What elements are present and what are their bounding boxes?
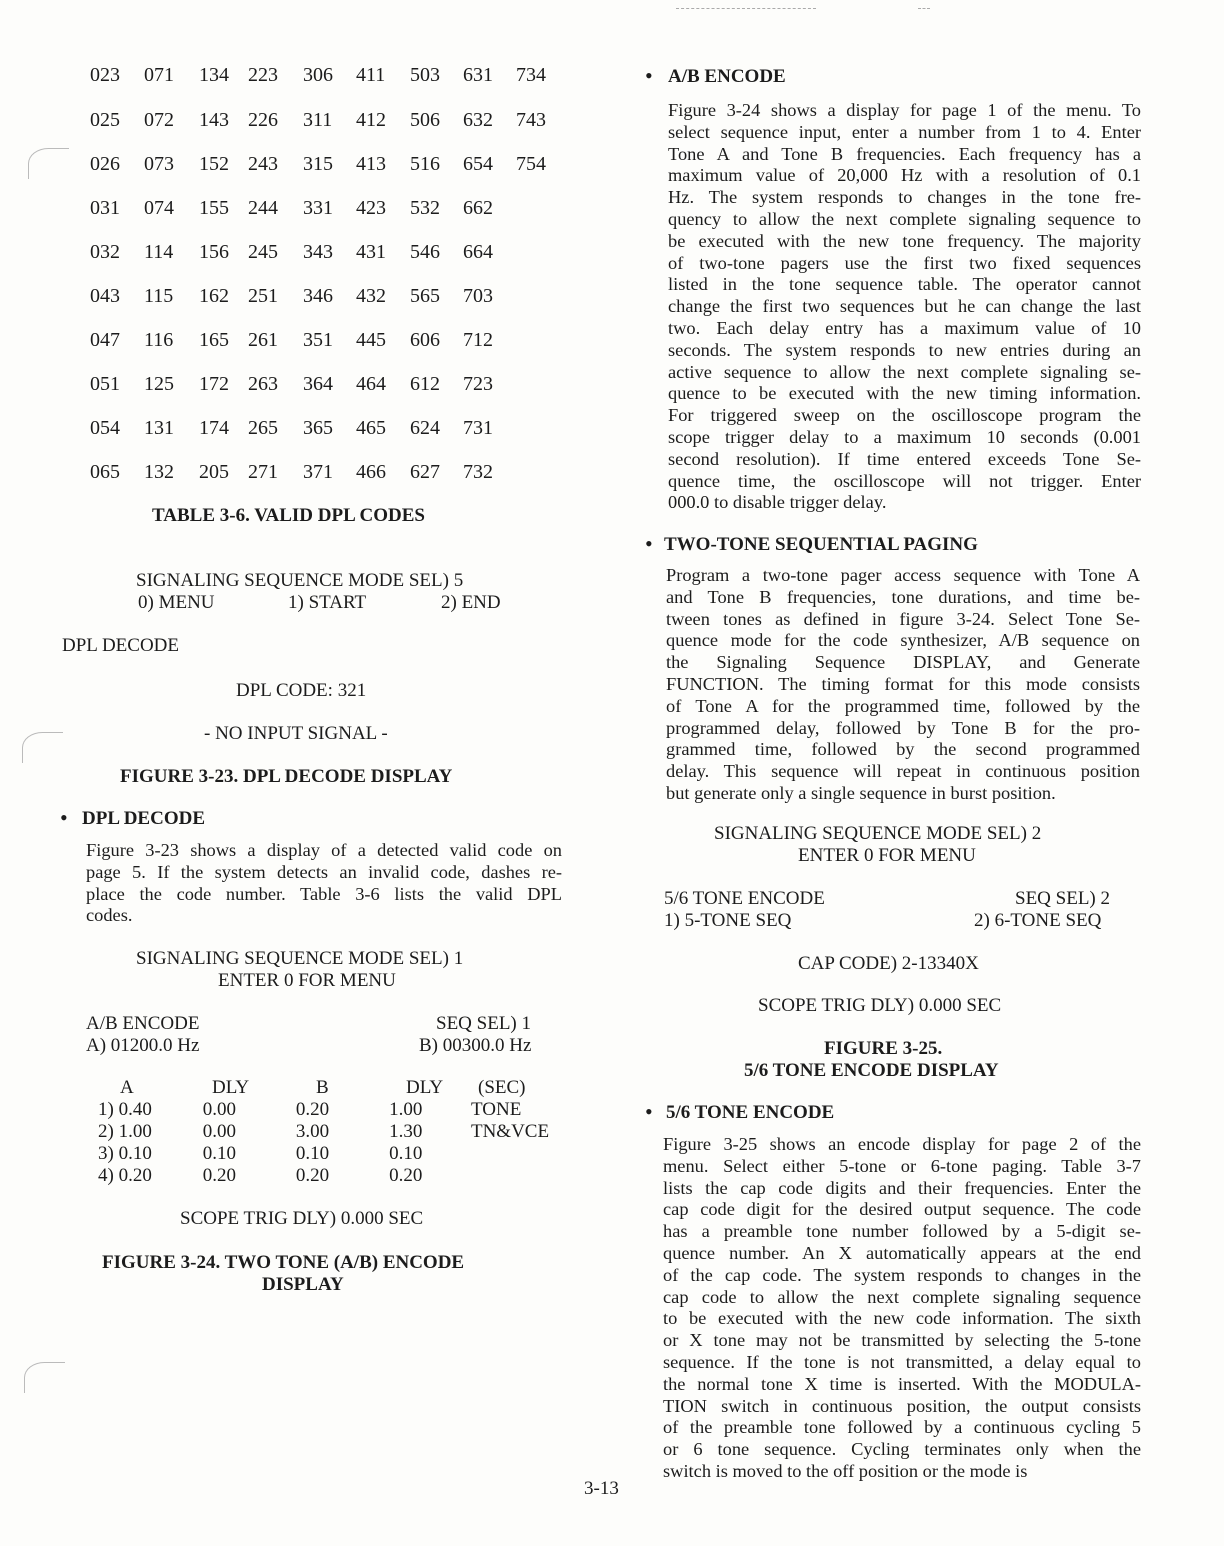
two-tone-heading: TWO-TONE SEQUENTIAL PAGING (664, 534, 978, 555)
figure-3-23-caption: FIGURE 3-23. DPL DECODE DISPLAY (120, 766, 453, 787)
dpl-code-cell: 156 (199, 241, 229, 263)
dpl-code-cell: 074 (144, 197, 174, 219)
bullet-ab-encode: • (645, 63, 653, 88)
dpl-code-cell: 025 (90, 109, 120, 131)
paragraph-line: to be executed with the new code information. The sixth (663, 1308, 1141, 1329)
fig24-enter-menu: ENTER 0 FOR MENU (218, 970, 396, 991)
paragraph-line: two. Each delay entry has a maximum value of 10 (668, 317, 1141, 338)
dpl-code-cell: 134 (199, 64, 229, 86)
paragraph-line: For triggered sweep on the oscilloscope program the (668, 405, 1141, 426)
paragraph-line: second resolution). If time entered exceeds Tone Se- (668, 448, 1141, 469)
fig25-enter-menu: ENTER 0 FOR MENU (798, 845, 976, 866)
bullet-dpl-decode: • (60, 805, 68, 830)
dpl-code-cell: 445 (356, 329, 386, 351)
fig25-option-6-tone: 2) 6-TONE SEQ (974, 910, 1102, 931)
fig24-grid-cell: 0.20 (295, 1099, 330, 1120)
dpl-code-cell: 346 (303, 285, 333, 307)
fig23-mode-line: SIGNALING SEQUENCE MODE SEL) 5 (136, 570, 464, 591)
fig25-mode-line: SIGNALING SEQUENCE MODE SEL) 2 (714, 823, 1042, 844)
paragraph-line: select sequence input, enter a number from 1 to 4. Enter (668, 121, 1141, 142)
paragraph-line: codes. (86, 905, 133, 926)
two-tone-paragraph (666, 565, 1140, 805)
dpl-code-cell: 315 (303, 153, 333, 175)
dpl-code-cell: 516 (410, 153, 440, 175)
dpl-code-cell: 532 (410, 197, 440, 219)
paragraph-line: grammed time, followed by the second programmed (666, 739, 1140, 760)
dpl-code-cell: 172 (199, 373, 229, 395)
paragraph-line: scope trigger delay to a maximum 10 seconds (0.001 (668, 426, 1141, 447)
dpl-code-cell: 624 (410, 417, 440, 439)
paragraph-line: of two-tone pagers use the first two fixed sequences (668, 252, 1141, 273)
dpl-code-cell: 632 (463, 109, 493, 131)
dpl-code-cell: 263 (248, 373, 278, 395)
paragraph-line: Program a two-tone pager access sequence with Tone A (666, 565, 1140, 585)
fig24-seq-sel: SEQ SEL) 1 (436, 1013, 531, 1034)
dpl-code-cell: 226 (248, 109, 278, 131)
dpl-code-cell: 364 (303, 373, 333, 395)
paragraph-line: Hz. The system responds to changes in the tone fre- (668, 187, 1141, 208)
fig24-grid-cell: B (316, 1077, 329, 1098)
dpl-code-cell: 125 (144, 373, 174, 395)
fig24-grid-cell (457, 1165, 568, 1187)
paragraph-line: of Tone A for the programmed time, followed by the (666, 695, 1140, 716)
dpl-code-cell: 371 (303, 461, 333, 483)
dpl-code-cell: 731 (463, 417, 493, 439)
fig24-grid-row (98, 1099, 568, 1121)
paragraph-line: change the first two sequences but he can change the last (668, 296, 1141, 317)
dpl-code-cell: 244 (248, 197, 278, 219)
paragraph-line: cap code to allow the next complete signaling sequence (663, 1286, 1141, 1307)
dpl-decode-heading: DPL DECODE (82, 808, 205, 829)
fig23-status: - NO INPUT SIGNAL - (204, 723, 388, 744)
fig24-grid-row (98, 1143, 568, 1165)
paragraph-line: listed in the tone sequence table. The operator cannot (668, 274, 1141, 295)
dpl-decode-paragraph (86, 840, 562, 927)
paragraph-line: FUNCTION. The timing format for this mode consists (666, 673, 1140, 694)
dpl-code-cell: 047 (90, 329, 120, 351)
fig24-sequence-grid (98, 1077, 568, 1187)
paragraph-line: active sequence to allow the next complete signaling se- (668, 361, 1141, 382)
fig24-grid-cell: DLY (406, 1077, 444, 1098)
dpl-code-cell: 026 (90, 153, 120, 175)
fig24-grid-cell: 0.00 (202, 1121, 237, 1142)
fig24-grid-cell: 0.00 (202, 1099, 237, 1120)
dpl-code-cell: 703 (463, 285, 493, 307)
fig24-grid-cell: 3) 0.10 (98, 1143, 152, 1164)
paragraph-line: page 5. If the system detects an invalid code, dashes re- (86, 861, 562, 882)
dpl-code-cell: 732 (463, 461, 493, 483)
dpl-code-cell: 306 (303, 64, 333, 86)
fig24-grid-row (98, 1121, 568, 1143)
dpl-code-cell: 054 (90, 417, 120, 439)
fig24-scope-trig: SCOPE TRIG DLY) 0.000 SEC (180, 1208, 424, 1229)
paragraph-line: the Signaling Sequence DISPLAY, and Generate (666, 652, 1140, 673)
dpl-code-cell: 423 (356, 197, 386, 219)
dpl-code-cell: 343 (303, 241, 333, 263)
dpl-code-cell: 043 (90, 285, 120, 307)
paragraph-line: quency to allow the next complete signaling sequence to (668, 208, 1141, 229)
dpl-code-cell: 116 (144, 329, 174, 351)
paragraph-line: switch is moved to the off position or the mode is (663, 1460, 1028, 1481)
paragraph-line: cap code digit for the desired output sequence. The code (663, 1199, 1141, 1220)
fig24-grid-row (98, 1077, 568, 1099)
paragraph-line: programmed delay, followed by Tone B for the pro- (666, 717, 1140, 738)
dpl-code-cell: 331 (303, 197, 333, 219)
dpl-code-cell: 466 (356, 461, 386, 483)
fig24-grid-row (98, 1165, 568, 1187)
fig23-start-option: 1) START (288, 592, 367, 613)
fig24-grid-cell: DLY (212, 1077, 250, 1098)
figure-3-25-caption: FIGURE 3-25. (824, 1038, 943, 1059)
dpl-code-cell: 664 (463, 241, 493, 263)
dpl-code-cell: 243 (248, 153, 278, 175)
fig23-end-option: 2) END (441, 592, 501, 613)
paragraph-line: of the preamble tone followed by a continuous cycling 5 (663, 1417, 1141, 1438)
fig24-mode-name: A/B ENCODE (86, 1013, 200, 1034)
dpl-code-cell: 165 (199, 329, 229, 351)
dpl-code-cell: 565 (410, 285, 440, 307)
dpl-code-cell: 115 (144, 285, 174, 307)
dpl-code-cell: 465 (356, 417, 386, 439)
dpl-code-cell: 365 (303, 417, 333, 439)
fig24-grid-cell: TONE (470, 1099, 522, 1120)
paragraph-line: has a preamble tone number followed by a 5-digit se- (663, 1221, 1141, 1242)
fig24-grid-cell: 0.10 (202, 1143, 237, 1164)
paragraph-line: maximum value of 20,000 Hz with a resolution of 0.1 (668, 165, 1141, 186)
paragraph-line: and Tone B frequencies, tone durations, and time be- (666, 586, 1140, 607)
figure-3-24-caption: FIGURE 3-24. TWO TONE (A/B) ENCODE (102, 1252, 465, 1273)
figure-3-24-caption-2: DISPLAY (262, 1274, 344, 1295)
dpl-code-cell: 205 (199, 461, 229, 483)
paragraph-line: quence to be executed with the new timing information. (668, 383, 1141, 404)
paragraph-line: the normal tone X time is inserted. With the MODULA- (663, 1373, 1141, 1394)
dpl-code-cell: 734 (516, 64, 546, 86)
bullet-two-tone: • (645, 531, 653, 556)
fig24-grid-cell: 3.00 (295, 1121, 330, 1142)
dpl-code-cell: 032 (90, 241, 120, 263)
dpl-codes-table (60, 64, 580, 484)
fig24-grid-cell: 1.00 (389, 1099, 423, 1120)
dpl-code-cell: 311 (303, 109, 333, 131)
dpl-code-cell: 627 (410, 461, 440, 483)
dpl-code-cell: 072 (144, 109, 174, 131)
paragraph-line: delay. This sequence will repeat in continuous position (666, 761, 1140, 782)
dpl-code-cell: 351 (303, 329, 333, 351)
dpl-code-cell: 503 (410, 64, 440, 86)
fig24-grid-cell: 0.10 (389, 1143, 423, 1164)
bullet-five-six: • (645, 1099, 653, 1124)
paragraph-line: quence mode for the code synthesizer, A/B sequence on (666, 630, 1140, 651)
dpl-code-cell: 031 (90, 197, 120, 219)
dpl-code-cell: 662 (463, 197, 493, 219)
dpl-code-cell: 143 (199, 109, 229, 131)
fig25-option-5-tone: 1) 5-TONE SEQ (664, 910, 792, 931)
fig24-grid-cell: 0.10 (295, 1143, 330, 1164)
five-six-paragraph (663, 1134, 1141, 1483)
page-number: 3-13 (584, 1478, 619, 1499)
ab-encode-paragraph (668, 100, 1141, 514)
dpl-code-cell: 413 (356, 153, 386, 175)
dpl-code-cell: 251 (248, 285, 278, 307)
paragraph-line: Figure 3-23 shows a display of a detected valid code on (86, 840, 562, 860)
dpl-code-cell: 743 (516, 109, 546, 131)
paragraph-line: lists the cap code digits and their frequencies. Enter the (663, 1177, 1141, 1198)
fig24-grid-cell: 0.20 (389, 1165, 423, 1186)
dpl-code-cell: 654 (463, 153, 493, 175)
dpl-code-cell: 245 (248, 241, 278, 263)
dpl-code-cell: 411 (356, 64, 386, 86)
dpl-code-cell: 271 (248, 461, 278, 483)
dpl-code-cell: 023 (90, 64, 120, 86)
dpl-code-cell: 431 (356, 241, 386, 263)
right-column (612, 0, 1224, 1546)
dpl-code-cell: 051 (90, 373, 120, 395)
fig24-grid-cell: 2) 1.00 (98, 1121, 152, 1142)
fig23-mode-name: DPL DECODE (62, 635, 179, 656)
fig24-grid-cell: A (120, 1077, 134, 1098)
fig25-seq-sel: SEQ SEL) 2 (1015, 888, 1110, 909)
dpl-code-cell: 723 (463, 373, 493, 395)
paragraph-line: or 6 tone sequence. Cycling terminates only when the (663, 1439, 1141, 1460)
paragraph-line: 000.0 to disable trigger delay. (668, 492, 887, 513)
fig24-grid-cell: TN&VCE (470, 1121, 550, 1142)
dpl-code-cell: 261 (248, 329, 278, 351)
dpl-code-cell: 065 (90, 461, 120, 483)
ab-encode-heading: A/B ENCODE (668, 66, 786, 87)
dpl-code-cell: 754 (516, 153, 546, 175)
fig25-cap-code: CAP CODE) 2-13340X (798, 953, 979, 974)
fig24-grid-cell: 1.30 (389, 1121, 423, 1142)
paragraph-line: Figure 3-25 shows an encode display for page 2 of the (663, 1134, 1141, 1154)
paragraph-line: but generate only a single sequence in burst position. (666, 782, 1056, 803)
dpl-code-cell: 155 (199, 197, 229, 219)
fig24-grid-cell: 0.20 (202, 1165, 237, 1186)
paragraph-line: of the cap code. The system responds to changes in the (663, 1264, 1141, 1285)
fig24-mode-line: SIGNALING SEQUENCE MODE SEL) 1 (136, 948, 464, 969)
fig23-menu-option: 0) MENU (138, 592, 215, 613)
paragraph-line: Figure 3-24 shows a display for page 1 of the menu. To (668, 100, 1141, 120)
dpl-code-cell: 223 (248, 64, 278, 86)
paragraph-line: tween tones as defined in figure 3-24. Select Tone Se- (666, 608, 1140, 629)
dpl-code-cell: 546 (410, 241, 440, 263)
paragraph-line: menu. Select either 5-tone or 6-tone paging. Table 3-7 (663, 1155, 1141, 1176)
paragraph-line: seconds. The system responds to new entries during an (668, 339, 1141, 360)
fig24-tone-a-freq: A) 01200.0 Hz (86, 1035, 200, 1056)
paragraph-line: place the code number. Table 3-6 lists the valid DPL (86, 883, 562, 904)
fig24-grid-cell: 1) 0.40 (98, 1099, 152, 1120)
dpl-code-cell: 612 (410, 373, 440, 395)
dpl-code-cell: 073 (144, 153, 174, 175)
dpl-code-cell: 132 (144, 461, 174, 483)
dpl-code-cell: 412 (356, 109, 386, 131)
dpl-code-cell: 464 (356, 373, 386, 395)
dpl-code-cell: 174 (199, 417, 229, 439)
dpl-code-cell: 152 (199, 153, 229, 175)
dpl-code-cell: 071 (144, 64, 174, 86)
paragraph-line: quence number. An X automatically appears at the end (663, 1242, 1141, 1263)
paragraph-line: be executed with the new tone frequency. The majority (668, 230, 1141, 251)
dpl-code-cell: 265 (248, 417, 278, 439)
dpl-code-cell: 506 (410, 109, 440, 131)
dpl-code-cell: 631 (463, 64, 493, 86)
fig23-dpl-code: DPL CODE: 321 (236, 680, 367, 701)
fig25-mode-name: 5/6 TONE ENCODE (664, 888, 825, 909)
dpl-code-cell: 162 (199, 285, 229, 307)
paragraph-line: TION switch in continuous position, the output consists (663, 1395, 1141, 1416)
fig24-grid-cell: (SEC) (478, 1077, 526, 1098)
fig25-scope-trig: SCOPE TRIG DLY) 0.000 SEC (758, 995, 1002, 1016)
dpl-code-cell: 114 (144, 241, 174, 263)
fig24-grid-cell: 4) 0.20 (98, 1165, 152, 1186)
paragraph-line: or X tone may not be transmitted by selecting the 5-tone (663, 1330, 1141, 1351)
five-six-heading: 5/6 TONE ENCODE (666, 1102, 835, 1123)
figure-3-25-caption-2: 5/6 TONE ENCODE DISPLAY (744, 1060, 999, 1081)
paragraph-line: Tone A and Tone B frequencies. Each frequency has a (668, 143, 1141, 164)
table-3-6-caption: TABLE 3-6. VALID DPL CODES (152, 505, 425, 526)
dpl-code-cell: 712 (463, 329, 493, 351)
dpl-code-cell: 432 (356, 285, 386, 307)
fig24-tone-b-freq: B) 00300.0 Hz (419, 1035, 532, 1056)
dpl-code-cell: 606 (410, 329, 440, 351)
paragraph-line: quence time, the oscilloscope will not trigger. Enter (668, 470, 1141, 491)
fig24-grid-cell: 0.20 (295, 1165, 330, 1186)
dpl-code-cell: 131 (144, 417, 174, 439)
paragraph-line: sequence. If the tone is not transmitted, a delay equal to (663, 1351, 1141, 1372)
fig24-grid-cell (457, 1143, 568, 1165)
